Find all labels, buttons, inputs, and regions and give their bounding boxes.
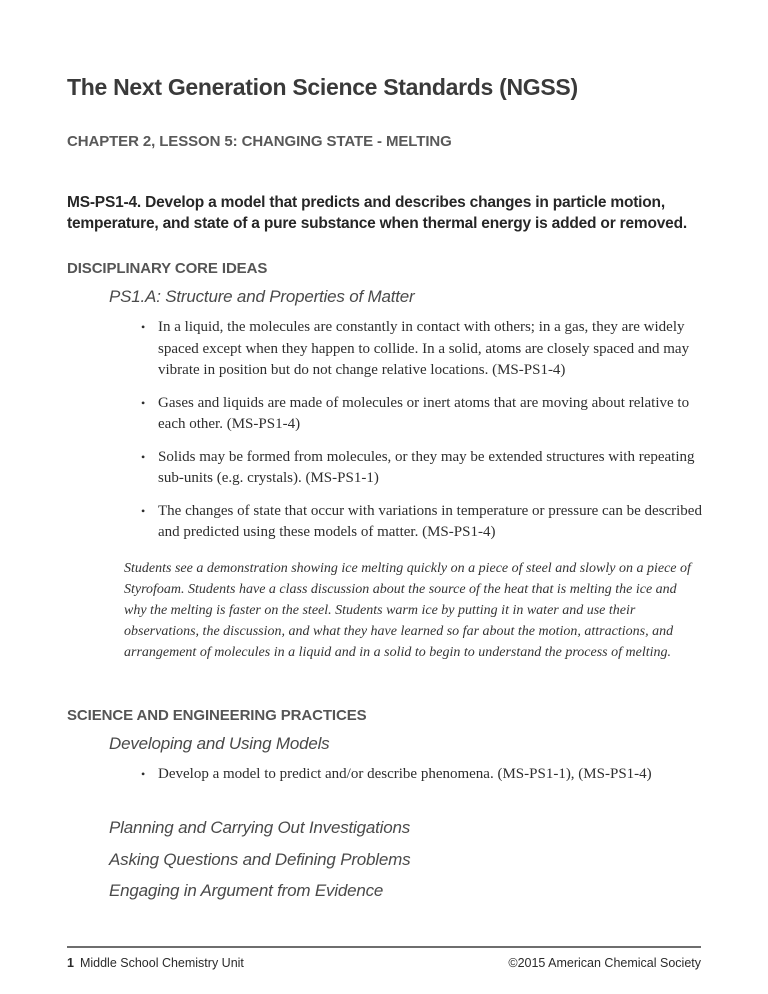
list-item: [139, 764, 704, 786]
practice-planning-investigations: Planning and Carrying Out Investigations: [109, 818, 411, 837]
core-ideas-list: [139, 317, 704, 555]
list-item-text: Solids may be formed from molecules, or they may be extended structures with repeating sub-units (e.g. crystals). (MS-PS1-1): [158, 448, 695, 486]
unit-name: Middle School Chemistry Unit: [79, 956, 244, 970]
practice-engaging-argument: Engaging in Argument from Evidence: [109, 881, 384, 900]
core-ideas-subheading: PS1.A: Structure and Properties of Matter: [109, 287, 415, 306]
list-item: [139, 447, 704, 490]
page-number: 1: [67, 956, 74, 970]
chapter-heading: CHAPTER 2, LESSON 5: CHANGING STATE - MELTING: [67, 133, 452, 150]
bullet-icon: •: [141, 320, 146, 334]
performance-expectation: MS-PS1-4. Develop a model that predicts and describes changes in particle motion, temperature, and state of a pure substance when thermal energy is added or removed.: [67, 194, 687, 232]
lesson-narrative: Students see a demonstration showing ice melting quickly on a piece of steel and slowly on a piece of Styrofoam. Students have a class discussion about the source of the heat that is melting the ice and why the melting is faster on the steel. Students warm ice by putting it in water and use their observations, the discussion, and what they have learned so far about the motion, attractions, and arrangement of molecules in a liquid and in a solid to begin to understand the process of melting.: [124, 561, 691, 660]
bullet-icon: •: [141, 767, 146, 781]
footer-divider: [67, 946, 701, 948]
copyright-notice: ©2015 American Chemical Society: [508, 956, 701, 970]
practice-developing-models: Developing and Using Models: [109, 734, 330, 753]
practices-heading: SCIENCE AND ENGINEERING PRACTICES: [67, 707, 367, 724]
bullet-icon: •: [141, 449, 146, 464]
practice-asking-questions: Asking Questions and Defining Problems: [109, 850, 411, 869]
page-title: The Next Generation Science Standards (NGSS): [67, 74, 578, 100]
list-item-text: Develop a model to predict and/or describe phenomena. (MS-PS1-1), (MS-PS1-4): [158, 766, 652, 782]
list-item: [139, 393, 704, 436]
footer-left: [67, 956, 244, 970]
list-item: [139, 501, 704, 544]
bullet-icon: •: [141, 395, 146, 410]
list-item-text: Gases and liquids are made of molecules or inert atoms that are moving about relative to each other. (MS-PS1-4): [158, 394, 690, 432]
practices-list: [139, 764, 704, 797]
list-item-text: The changes of state that occur with variations in temperature or pressure can be described and predicted using these models of matter. (MS-PS1-4): [158, 502, 702, 540]
list-item-text: In a liquid, the molecules are constantly in contact with others; in a gas, they are widely spaced except when they happen to collide. In a solid, atoms are closely spaced and may vibrate in position but do not change relative locations. (MS-PS1-4): [158, 319, 690, 378]
bullet-icon: •: [141, 503, 146, 518]
list-item: [139, 317, 704, 382]
core-ideas-heading: DISCIPLINARY CORE IDEAS: [67, 260, 268, 277]
